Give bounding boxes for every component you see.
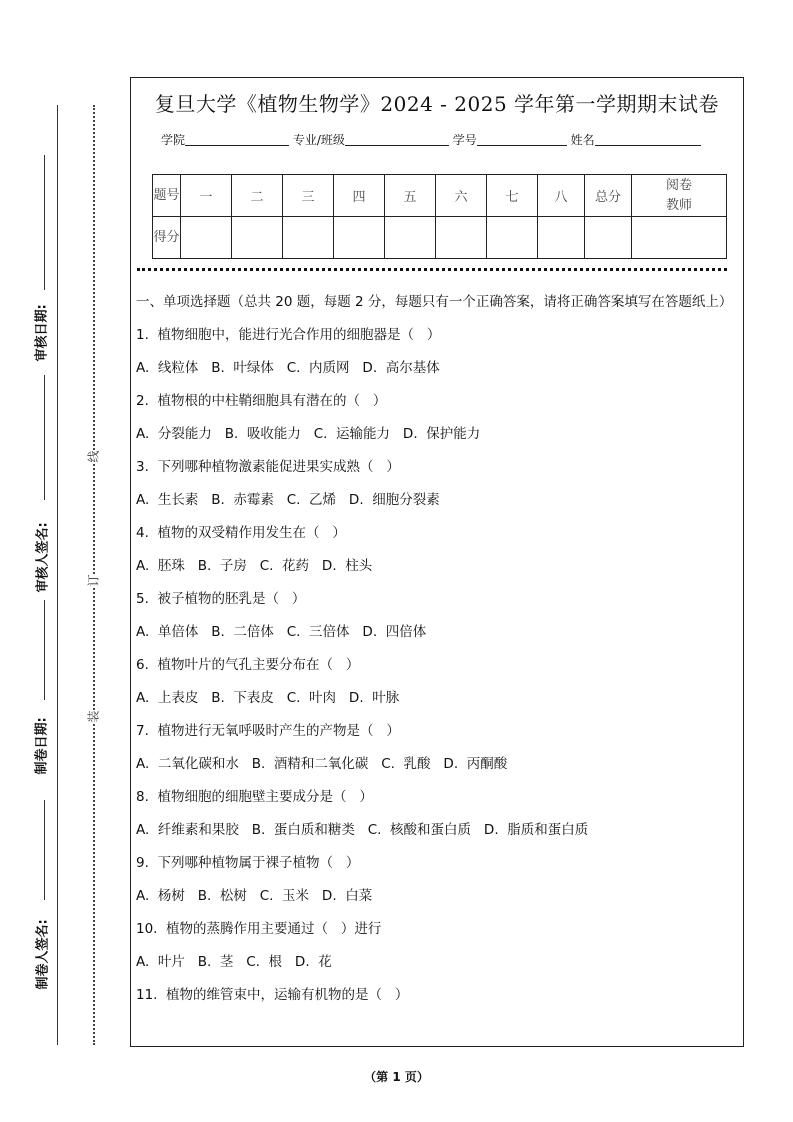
question-text: 4. 植物的双受精作用发生在（ ）	[136, 524, 346, 541]
question-list	[136, 325, 735, 1018]
question-text: 8. 植物细胞的细胞壁主要成分是（ ）	[136, 788, 373, 805]
question-text: 10. 植物的蒸腾作用主要通过（ ）进行	[136, 920, 382, 937]
review-date-label: 审核日期:	[34, 304, 50, 362]
question-text: 2. 植物根的中柱鞘细胞具有潜在的（ ）	[136, 392, 387, 409]
section-heading: 一、单项选择题（总共 20 题，每题 2 分，每题只有一个正确答案，请将正确答案填写在答题纸上）	[136, 294, 733, 310]
col-header: 一	[181, 175, 232, 217]
question-options: A. 上表皮 B. 下表皮 C. 叶肉 D. 叶脉	[136, 689, 400, 706]
make-date-label: 制卷日期:	[34, 717, 50, 775]
binding-word-zhuang: 装	[86, 710, 101, 723]
binding-word-ding: 订	[86, 574, 101, 587]
col-header: 五	[385, 175, 436, 217]
row-label-score: 得分	[153, 217, 181, 259]
question-options: A. 纤维素和果胶 B. 蛋白质和糖类 C. 核酸和蛋白质 D. 脂质和蛋白质	[136, 821, 589, 838]
question-options: A. 线粒体 B. 叶绿体 C. 内质网 D. 高尔基体	[136, 359, 440, 376]
score-cell-total[interactable]	[585, 217, 632, 259]
binding-word-line: 线	[86, 450, 101, 463]
student-id-field[interactable]	[477, 133, 567, 146]
reviewer-sign-blank	[44, 375, 45, 500]
page-title: 复旦大学《植物生物学》2024 - 2025 学年第一学期期末试卷	[154, 92, 720, 116]
score-cell[interactable]	[181, 217, 232, 259]
question-options: A. 分裂能力 B. 吸收能力 C. 运输能力 D. 保护能力	[136, 425, 481, 442]
col-header: 二	[232, 175, 283, 217]
name-field[interactable]	[595, 133, 701, 146]
score-cell-grader[interactable]	[632, 217, 727, 259]
score-cell[interactable]	[334, 217, 385, 259]
question-text: 5. 被子植物的胚乳是（ ）	[136, 590, 306, 607]
col-header: 七	[487, 175, 538, 217]
major-field[interactable]	[345, 133, 449, 146]
question-options: A. 生长素 B. 赤霉素 C. 乙烯 D. 细胞分裂素	[136, 491, 440, 508]
score-cell[interactable]	[487, 217, 538, 259]
maker-sign-blank	[44, 800, 45, 900]
col-header-total: 总分	[585, 175, 632, 217]
college-label: 学院	[161, 133, 186, 147]
question-text: 9. 下列哪种植物属于裸子植物（ ）	[136, 854, 360, 871]
score-table	[152, 174, 727, 259]
col-header: 八	[538, 175, 585, 217]
col-header: 四	[334, 175, 385, 217]
score-cell[interactable]	[232, 217, 283, 259]
margin-line-outer	[57, 105, 58, 1045]
score-cell[interactable]	[283, 217, 334, 259]
score-cell[interactable]	[436, 217, 487, 259]
question-text: 3. 下列哪种植物激素能促进果实成熟（ ）	[136, 458, 400, 475]
question-text: 1. 植物细胞中，能进行光合作用的细胞器是（ ）	[136, 326, 441, 343]
maker-sign-label: 制卷人签名:	[35, 919, 51, 990]
question-options: A. 杨树 B. 松树 C. 玉米 D. 白菜	[136, 887, 373, 904]
score-cell[interactable]	[385, 217, 436, 259]
score-table-header-row	[153, 175, 727, 217]
question-options: A. 胚珠 B. 子房 C. 花药 D. 柱头	[136, 557, 373, 574]
question-options: A. 二氧化碳和水 B. 酒精和二氧化碳 C. 乳酸 D. 丙酮酸	[136, 755, 508, 772]
college-field[interactable]	[185, 133, 289, 146]
dotted-separator	[137, 268, 727, 271]
major-label: 专业/班级	[292, 133, 345, 147]
name-label: 姓名	[570, 133, 595, 147]
student-info-line	[161, 131, 701, 148]
question-text: 6. 植物叶片的气孔主要分布在（ ）	[136, 656, 360, 673]
score-table-score-row	[153, 217, 727, 259]
question-text: 11. 植物的维管束中，运输有机物的是（ ）	[136, 986, 409, 1003]
student-id-label: 学号	[452, 133, 477, 147]
section-1	[136, 292, 735, 1018]
reviewer-sign-label: 审核人签名:	[35, 522, 51, 593]
row-label-question-no: 题号	[153, 175, 181, 217]
question-options: A. 叶片 B. 茎 C. 根 D. 花	[136, 953, 332, 970]
make-date-blank	[44, 600, 45, 700]
col-header: 六	[436, 175, 487, 217]
exam-frame	[130, 77, 744, 1047]
page-number: （第 1 页）	[364, 1070, 429, 1084]
col-header: 三	[283, 175, 334, 217]
score-cell[interactable]	[538, 217, 585, 259]
question-text: 7. 植物进行无氧呼吸时产生的产物是（ ）	[136, 722, 400, 739]
review-date-blank	[44, 155, 45, 290]
question-options: A. 单倍体 B. 二倍体 C. 三倍体 D. 四倍体	[136, 623, 427, 640]
col-header-grader: 阅卷教师	[632, 175, 727, 217]
